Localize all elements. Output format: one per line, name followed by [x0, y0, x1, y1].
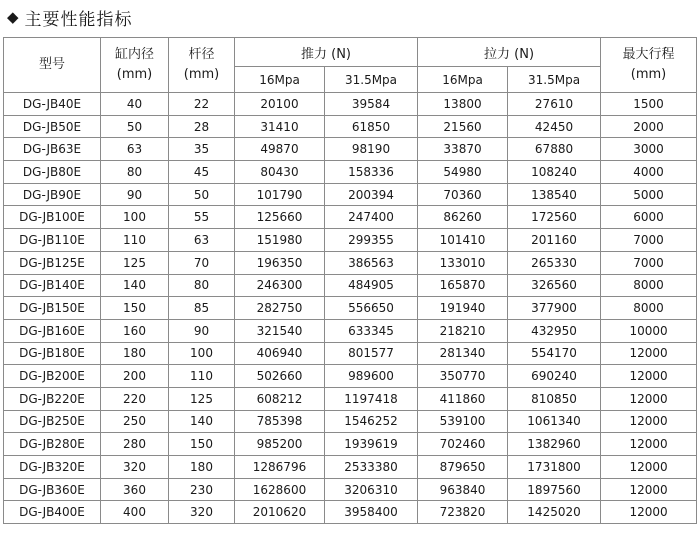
bore-cell: 80 — [101, 161, 169, 184]
rod-cell: 150 — [169, 433, 235, 456]
pull-16-cell: 218210 — [418, 319, 508, 342]
push-16-cell: 321540 — [235, 319, 325, 342]
pull-315-cell: 27610 — [508, 93, 601, 116]
stroke-cell: 12000 — [601, 433, 697, 456]
pull-315-cell: 67880 — [508, 138, 601, 161]
model-cell: DG-JB80E — [4, 161, 101, 184]
rod-cell: 85 — [169, 297, 235, 320]
stroke-cell: 2000 — [601, 115, 697, 138]
rod-cell: 50 — [169, 183, 235, 206]
stroke-cell: 12000 — [601, 478, 697, 501]
header-pull-16: 16Mpa — [418, 67, 508, 93]
rod-cell: 63 — [169, 229, 235, 252]
stroke-cell: 12000 — [601, 387, 697, 410]
push-315-cell: 3958400 — [325, 501, 418, 524]
pull-16-cell: 86260 — [418, 206, 508, 229]
table-row — [4, 274, 697, 297]
table-row — [4, 387, 697, 410]
model-cell: DG-JB400E — [4, 501, 101, 524]
bore-cell: 40 — [101, 93, 169, 116]
section-title — [7, 4, 133, 30]
push-16-cell: 31410 — [235, 115, 325, 138]
pull-315-cell: 810850 — [508, 387, 601, 410]
rod-cell: 45 — [169, 161, 235, 184]
pull-315-cell: 42450 — [508, 115, 601, 138]
pull-315-cell: 377900 — [508, 297, 601, 320]
push-16-cell: 80430 — [235, 161, 325, 184]
pull-315-cell: 326560 — [508, 274, 601, 297]
push-16-cell: 282750 — [235, 297, 325, 320]
pull-315-cell: 1425020 — [508, 501, 601, 524]
diamond-bullet-icon: ◆ — [7, 7, 19, 26]
table-row — [4, 297, 697, 320]
table-row — [4, 229, 697, 252]
table-row — [4, 206, 697, 229]
model-cell: DG-JB180E — [4, 342, 101, 365]
table-row — [4, 319, 697, 342]
section-title-text: 主要性能指标 — [24, 9, 133, 30]
push-16-cell: 49870 — [235, 138, 325, 161]
model-cell: DG-JB40E — [4, 93, 101, 116]
bore-cell: 125 — [101, 251, 169, 274]
push-315-cell: 247400 — [325, 206, 418, 229]
table-row — [4, 161, 697, 184]
bore-cell: 180 — [101, 342, 169, 365]
push-16-cell: 1286796 — [235, 456, 325, 479]
stroke-cell: 12000 — [601, 365, 697, 388]
bore-cell: 220 — [101, 387, 169, 410]
rod-cell: 180 — [169, 456, 235, 479]
header-pull-315: 31.5Mpa — [508, 67, 601, 93]
stroke-cell: 4000 — [601, 161, 697, 184]
bore-cell: 140 — [101, 274, 169, 297]
model-cell: DG-JB280E — [4, 433, 101, 456]
pull-315-cell: 1897560 — [508, 478, 601, 501]
bore-cell: 360 — [101, 478, 169, 501]
push-315-cell: 989600 — [325, 365, 418, 388]
stroke-cell: 6000 — [601, 206, 697, 229]
bore-cell: 280 — [101, 433, 169, 456]
push-315-cell: 801577 — [325, 342, 418, 365]
table-row — [4, 342, 697, 365]
push-16-cell: 2010620 — [235, 501, 325, 524]
stroke-cell: 12000 — [601, 342, 697, 365]
stroke-cell: 3000 — [601, 138, 697, 161]
push-315-cell: 158336 — [325, 161, 418, 184]
pull-315-cell: 1382960 — [508, 433, 601, 456]
bore-cell: 100 — [101, 206, 169, 229]
model-cell: DG-JB125E — [4, 251, 101, 274]
rod-cell: 140 — [169, 410, 235, 433]
header-push: 推力 (N) — [235, 38, 418, 67]
pull-315-cell: 432950 — [508, 319, 601, 342]
rod-cell: 28 — [169, 115, 235, 138]
table-row — [4, 183, 697, 206]
rod-cell: 125 — [169, 387, 235, 410]
push-315-cell: 61850 — [325, 115, 418, 138]
bore-cell: 250 — [101, 410, 169, 433]
rod-cell: 230 — [169, 478, 235, 501]
push-16-cell: 985200 — [235, 433, 325, 456]
push-315-cell: 200394 — [325, 183, 418, 206]
pull-16-cell: 191940 — [418, 297, 508, 320]
pull-16-cell: 165870 — [418, 274, 508, 297]
table-row — [4, 138, 697, 161]
model-cell: DG-JB150E — [4, 297, 101, 320]
stroke-cell: 5000 — [601, 183, 697, 206]
push-315-cell: 1939619 — [325, 433, 418, 456]
pull-16-cell: 54980 — [418, 161, 508, 184]
pull-315-cell: 138540 — [508, 183, 601, 206]
pull-16-cell: 702460 — [418, 433, 508, 456]
stroke-cell: 12000 — [601, 410, 697, 433]
rod-cell: 90 — [169, 319, 235, 342]
push-16-cell: 151980 — [235, 229, 325, 252]
table-row — [4, 115, 697, 138]
bore-cell: 160 — [101, 319, 169, 342]
header-pull: 拉力 (N) — [418, 38, 601, 67]
table-row — [4, 478, 697, 501]
table-row — [4, 456, 697, 479]
rod-cell: 100 — [169, 342, 235, 365]
push-16-cell: 101790 — [235, 183, 325, 206]
table-row — [4, 433, 697, 456]
push-315-cell: 3206310 — [325, 478, 418, 501]
push-315-cell: 633345 — [325, 319, 418, 342]
model-cell: DG-JB63E — [4, 138, 101, 161]
model-cell: DG-JB200E — [4, 365, 101, 388]
pull-315-cell: 201160 — [508, 229, 601, 252]
bore-cell: 200 — [101, 365, 169, 388]
rod-cell: 35 — [169, 138, 235, 161]
bore-cell: 110 — [101, 229, 169, 252]
pull-315-cell: 172560 — [508, 206, 601, 229]
pull-16-cell: 723820 — [418, 501, 508, 524]
push-315-cell: 556650 — [325, 297, 418, 320]
stroke-cell: 10000 — [601, 319, 697, 342]
push-315-cell: 98190 — [325, 138, 418, 161]
push-16-cell: 406940 — [235, 342, 325, 365]
model-cell: DG-JB50E — [4, 115, 101, 138]
header-push-315: 31.5Mpa — [325, 67, 418, 93]
table-row — [4, 410, 697, 433]
bore-cell: 63 — [101, 138, 169, 161]
push-16-cell: 1628600 — [235, 478, 325, 501]
rod-cell: 70 — [169, 251, 235, 274]
push-16-cell: 196350 — [235, 251, 325, 274]
pull-16-cell: 539100 — [418, 410, 508, 433]
push-16-cell: 125660 — [235, 206, 325, 229]
stroke-cell: 8000 — [601, 274, 697, 297]
rod-cell: 110 — [169, 365, 235, 388]
bore-cell: 150 — [101, 297, 169, 320]
pull-315-cell: 1061340 — [508, 410, 601, 433]
model-cell: DG-JB360E — [4, 478, 101, 501]
model-cell: DG-JB220E — [4, 387, 101, 410]
pull-16-cell: 411860 — [418, 387, 508, 410]
rod-cell: 80 — [169, 274, 235, 297]
bore-cell: 90 — [101, 183, 169, 206]
pull-16-cell: 21560 — [418, 115, 508, 138]
specs-table — [3, 37, 697, 524]
model-cell: DG-JB320E — [4, 456, 101, 479]
stroke-cell: 7000 — [601, 251, 697, 274]
pull-16-cell: 13800 — [418, 93, 508, 116]
pull-315-cell: 108240 — [508, 161, 601, 184]
push-315-cell: 2533380 — [325, 456, 418, 479]
table-row — [4, 501, 697, 524]
stroke-cell: 8000 — [601, 297, 697, 320]
header-model: 型号 — [4, 38, 101, 93]
push-315-cell: 39584 — [325, 93, 418, 116]
model-cell: DG-JB100E — [4, 206, 101, 229]
model-cell: DG-JB250E — [4, 410, 101, 433]
push-315-cell: 386563 — [325, 251, 418, 274]
push-16-cell: 608212 — [235, 387, 325, 410]
model-cell: DG-JB160E — [4, 319, 101, 342]
pull-16-cell: 133010 — [418, 251, 508, 274]
table-row — [4, 365, 697, 388]
pull-16-cell: 70360 — [418, 183, 508, 206]
header-bore: 缸内径 (mm) — [101, 38, 169, 93]
pull-16-cell: 33870 — [418, 138, 508, 161]
rod-cell: 22 — [169, 93, 235, 116]
pull-16-cell: 281340 — [418, 342, 508, 365]
bore-cell: 400 — [101, 501, 169, 524]
pull-315-cell: 690240 — [508, 365, 601, 388]
push-16-cell: 785398 — [235, 410, 325, 433]
header-stroke: 最大行程 (mm) — [601, 38, 697, 93]
pull-16-cell: 350770 — [418, 365, 508, 388]
stroke-cell: 1500 — [601, 93, 697, 116]
table-body — [4, 93, 697, 524]
rod-cell: 55 — [169, 206, 235, 229]
header-push-16: 16Mpa — [235, 67, 325, 93]
model-cell: DG-JB90E — [4, 183, 101, 206]
pull-315-cell: 265330 — [508, 251, 601, 274]
pull-16-cell: 101410 — [418, 229, 508, 252]
model-cell: DG-JB140E — [4, 274, 101, 297]
stroke-cell: 12000 — [601, 501, 697, 524]
push-16-cell: 502660 — [235, 365, 325, 388]
push-315-cell: 299355 — [325, 229, 418, 252]
stroke-cell: 12000 — [601, 456, 697, 479]
push-315-cell: 484905 — [325, 274, 418, 297]
pull-315-cell: 554170 — [508, 342, 601, 365]
header-rod: 杆径 (mm) — [169, 38, 235, 93]
table-row — [4, 251, 697, 274]
push-16-cell: 246300 — [235, 274, 325, 297]
table-row — [4, 93, 697, 116]
bore-cell: 320 — [101, 456, 169, 479]
rod-cell: 320 — [169, 501, 235, 524]
push-315-cell: 1197418 — [325, 387, 418, 410]
pull-315-cell: 1731800 — [508, 456, 601, 479]
stroke-cell: 7000 — [601, 229, 697, 252]
push-16-cell: 20100 — [235, 93, 325, 116]
push-315-cell: 1546252 — [325, 410, 418, 433]
model-cell: DG-JB110E — [4, 229, 101, 252]
pull-16-cell: 963840 — [418, 478, 508, 501]
pull-16-cell: 879650 — [418, 456, 508, 479]
bore-cell: 50 — [101, 115, 169, 138]
